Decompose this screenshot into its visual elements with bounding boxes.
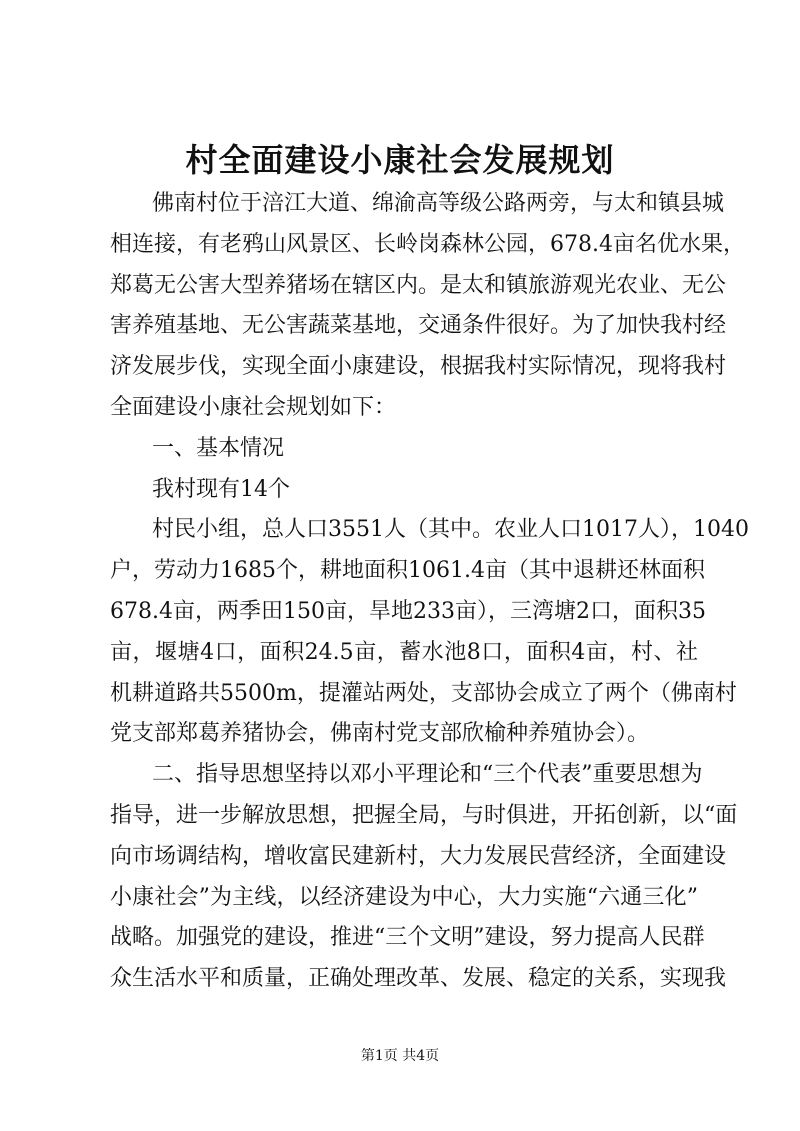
body-line: 相连接，有老鸦山风景区、长岭岗森林公园，678.4亩名优水果， (110, 231, 745, 257)
section-heading: 一、基本情况 (152, 435, 285, 461)
body-line: 战略。加强党的建设，推进“三个文明”建设，努力提高人民群 (110, 925, 705, 951)
body-line: 众生活水平和质量，正确处理改革、发展、稳定的关系，实现我 (110, 966, 727, 992)
body-line: 向市场调结构，增收富民建新村，大力发展民营经济，全面建设 (110, 843, 727, 869)
body-line: 二、指导思想坚持以邓小平理论和“三个代表”重要思想为 (152, 762, 703, 788)
body-line: 害养殖基地、无公害蔬菜基地，交通条件很好。为了加快我村经 (110, 313, 727, 339)
document-title: 村全面建设小康社会发展规划 (185, 141, 615, 179)
body-line: 指导，进一步解放思想，把握全局，与时俱进，开拓创新，以“面 (110, 802, 738, 828)
body-line: 郑葛无公害大型养猪场在辖区内。是太和镇旅游观光农业、无公 (110, 272, 727, 298)
body-line: 村民小组，总人口3551人（其中。农业人口1017人），1040 (152, 517, 749, 543)
document-body (110, 184, 749, 1000)
body-line: 户，劳动力1685个，耕地面积1061.4亩（其中退耕还林面积 (110, 558, 705, 584)
body-line: 全面建设小康社会规划如下： (110, 394, 397, 420)
body-line: 佛南村位于涪江大道、绵渝高等级公路两旁，与太和镇县城 (152, 191, 725, 216)
body-line: 678.4亩，两季田150亩，旱地233亩），三湾塘2口，面积35 (110, 598, 706, 624)
page-footer: 第1页 共4页 (360, 1048, 440, 1064)
body-line: 机耕道路共5500m，提灌站两处，支部协会成立了两个（佛南村 (110, 680, 737, 706)
body-line: 亩，堰塘4口，面积24.5亩，蓄水池8口，面积4亩，村、社 (110, 639, 698, 665)
body-line: 济发展步伐，实现全面小康建设，根据我村实际情况，现将我村 (110, 354, 727, 380)
body-line: 我村现有14个 (152, 476, 290, 502)
body-line: 党支部郑葛养猪协会，佛南村党支部欣榆种养殖协会）。 (110, 721, 650, 747)
body-line: 小康社会”为主线，以经济建设为中心，大力实施“六通三化” (110, 884, 698, 910)
